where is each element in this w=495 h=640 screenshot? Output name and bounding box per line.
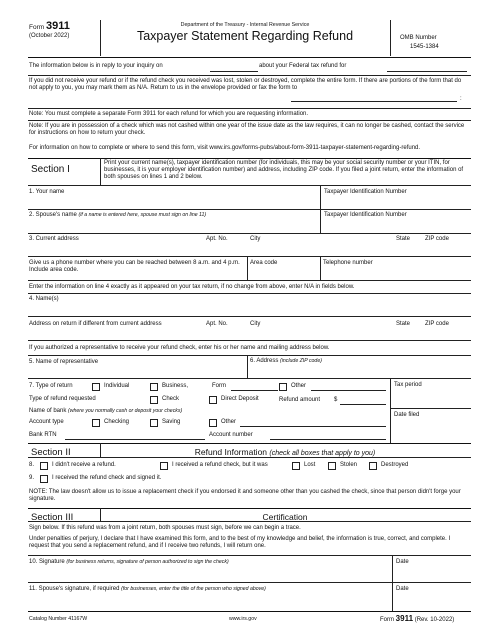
tax-year-field[interactable]	[387, 71, 467, 72]
representative-address-label	[250, 358, 322, 365]
individual-checkbox[interactable]	[92, 383, 100, 391]
reply-prefix: The information below is in reply to your inquiry on	[29, 63, 163, 69]
lost-checkbox[interactable]	[292, 462, 300, 470]
rep-address-text: 6. Address	[250, 358, 279, 364]
footer-form-label	[380, 614, 454, 624]
form-label	[29, 20, 70, 33]
stolen-label: Stolen	[340, 462, 358, 468]
zip-label-2: ZIP code	[425, 321, 449, 327]
destroyed-checkbox[interactable]	[369, 462, 377, 470]
no-refund-label: I didn't receive a refund.	[52, 462, 116, 468]
omb-number: 1545-1384	[410, 44, 439, 50]
tax-period-label: Tax period	[394, 382, 422, 388]
bank-name-text: Name of bank	[29, 408, 67, 414]
dollar-sign: $	[334, 397, 338, 403]
section-1-instructions: Print your current name(s), taxpayer identification number (for individuals, this may be your social security number or your ITIN, for businesses, it is your employer identification number) and address, including ZIP code. If you filed a joint return, enter the information of both spouses on lines 1 and 2 below.	[104, 160, 464, 181]
your-tin-label: Taxpayer Identification Number	[324, 189, 407, 195]
section-2-title: Section II	[31, 447, 71, 458]
stolen-checkbox[interactable]	[328, 462, 336, 470]
checking-checkbox[interactable]	[92, 419, 100, 427]
check-refund-label: Check	[162, 396, 180, 402]
section-3-title: Section III	[31, 512, 74, 523]
state-label: State	[396, 236, 411, 242]
account-number-field[interactable]	[270, 439, 386, 440]
footer-revision: (Rev. 10-2022)	[414, 617, 455, 623]
account-number-label: Account number	[209, 432, 253, 438]
spouse-tin-label: Taxpayer Identification Number	[324, 212, 407, 218]
form-title: Taxpayer Statement Regarding Refund	[136, 29, 354, 43]
footer-form-number: 3911	[395, 614, 414, 623]
no-refund-checkbox[interactable]	[40, 462, 48, 470]
spouse-signature-text: 11. Spouse's signature, if required	[29, 586, 120, 592]
form-word: Form	[29, 24, 45, 31]
other-return-label: Other	[291, 383, 307, 389]
bank-name-note: (where you normally cash or deposit your checks)	[68, 408, 183, 414]
bank-name-label	[29, 408, 182, 415]
spouse-signature-label	[29, 586, 266, 593]
phone-instructions: Give us a phone number where you can be reached between 8 a.m. and 4 p.m. Include area code.	[29, 260, 240, 274]
lost-label: Lost	[304, 462, 316, 468]
refund-info-text: Refund Information	[194, 447, 268, 457]
spouse-signature-note: (for businesses, enter the title of the person who signed above)	[121, 586, 266, 592]
intro-paragraph: If you did not receive your refund or if the refund check you received was lost, stolen or destroyed, complete the entire form. If there are portions of the form that do not apply to you, you may mark them as N/A. Return to us in the envelope provided or fax the form to	[29, 78, 462, 92]
form-date: (October 2022)	[29, 33, 70, 39]
business-label: Business,	[162, 383, 189, 389]
current-address-label: 3. Current address	[29, 236, 79, 242]
names-on-return-label: 4. Name(s)	[29, 296, 59, 302]
signature-note: (for business returns, signature of person authorized to sign the check)	[66, 559, 229, 565]
fax-colon: :	[460, 96, 462, 102]
refund-info-note: (check all boxes that apply to you)	[269, 450, 376, 457]
form-number: 3911	[45, 20, 70, 32]
spouse-name-note: (if a name is entered here, spouse must sign on line 11)	[78, 212, 207, 218]
checking-label: Checking	[104, 419, 130, 425]
other-account-checkbox[interactable]	[209, 419, 217, 427]
city-label: City	[250, 236, 261, 242]
type-of-return-label: 7. Type of return	[29, 383, 73, 389]
rep-address-note: (include ZIP code)	[280, 358, 322, 364]
reply-suffix: about your Federal tax refund for	[259, 63, 347, 69]
sign-below-text: Sign below. If this refund was from a joint return, both spouses must sign, before we can begin a trace.	[29, 525, 301, 531]
line-9-number: 9.	[29, 475, 35, 481]
area-code-label: Area code	[250, 260, 278, 266]
note-uncashed-check: Note: If you are in possession of a check which was not cashed within one year of the issue date as the law requires, it can no longer be cashed, contact the service for instructions on how to return your check.	[29, 123, 465, 137]
signature-text: 10. Signature	[29, 559, 65, 565]
refund-amount-label: Refund amount	[279, 397, 321, 403]
signature-label	[29, 559, 229, 566]
section-1-title: Section I	[31, 164, 70, 175]
city-label-2: City	[250, 321, 261, 327]
fax-number-field[interactable]	[291, 101, 457, 102]
inquiry-date-field[interactable]	[210, 71, 258, 72]
date-filed-label: Date filed	[394, 412, 420, 418]
replacement-note: NOTE: The law doesn't allow us to issue a replacement check if you endorsed it and someone other than you cashed the check, since that person didn't forge your signature.	[29, 489, 461, 503]
business-checkbox[interactable]	[150, 383, 158, 391]
saving-checkbox[interactable]	[150, 419, 158, 427]
direct-deposit-label: Direct Deposit	[221, 396, 259, 402]
representative-instructions: If you authorized a representative to receive your refund check, enter his or her name and mailing address below.	[29, 345, 330, 351]
representative-name-label: 5. Name of representative	[29, 359, 99, 365]
other-return-checkbox[interactable]	[279, 383, 287, 391]
refund-type-label: Type of refund requested	[29, 396, 96, 402]
info-link-text: For information on how to complete or where to send this form, visit www.irs.gov/forms-pubs/about-form-3911-taxpayer-statement-regarding-refund.	[29, 145, 421, 151]
line-8-number: 8.	[29, 462, 35, 468]
bank-rtn-field[interactable]	[65, 439, 205, 440]
irs-website: www.irs.gov	[229, 616, 257, 622]
destroyed-label: Destroyed	[381, 462, 409, 468]
bank-rtn-label: Bank RTN	[29, 432, 57, 438]
other-account-label: Other	[221, 419, 237, 425]
individual-label: Individual	[104, 383, 130, 389]
spouse-date-label: Date	[396, 586, 409, 592]
spouse-name-label	[29, 212, 206, 219]
footer-form-word: Form	[380, 617, 394, 623]
your-name-label: 1. Your name	[29, 189, 65, 195]
form-type-label: Form	[212, 383, 226, 389]
zip-label: ZIP code	[425, 236, 449, 242]
line4-instructions: Enter the information on line 4 exactly as it appeared on your tax return, if no change from above, enter N/A in fields below.	[29, 284, 355, 290]
apt-no-label: Apt. No.	[206, 236, 228, 242]
received-check-checkbox[interactable]	[160, 462, 168, 470]
other-return-field[interactable]	[311, 390, 386, 391]
account-type-label: Account type	[29, 419, 64, 425]
telephone-label: Telephone number	[323, 260, 373, 266]
signed-check-label: I received the refund check and signed it.	[52, 475, 162, 481]
return-address-label: Address on return if different from current address	[29, 321, 162, 327]
signed-check-checkbox[interactable]	[40, 475, 48, 483]
form-type-field[interactable]	[231, 390, 278, 391]
catalog-number: Catalog Number 41167W	[29, 616, 88, 622]
refund-amount-field[interactable]	[340, 404, 386, 405]
certification-heading: Certification	[262, 512, 308, 522]
note-separate-form: Note: You must complete a separate Form 3911 for each refund for which you are requesting information.	[29, 111, 309, 117]
other-account-field[interactable]	[240, 426, 386, 427]
received-check-label: I received a refund check, but it was	[172, 462, 268, 468]
check-refund-checkbox[interactable]	[150, 396, 158, 404]
apt-no-label-2: Apt. No.	[206, 321, 228, 327]
direct-deposit-checkbox[interactable]	[209, 396, 217, 404]
perjury-statement: Under penalties of perjury, I declare that I have examined this form, and to the best of my knowledge and belief, the information is true, correct, and complete. I request that you send a replacement refund, and if I receive two refunds, I will return one.	[29, 536, 451, 550]
omb-label: OMB Number	[400, 35, 437, 41]
saving-label: Saving	[162, 419, 181, 425]
signature-date-label: Date	[396, 559, 409, 565]
spouse-name-text: 2. Spouse's name	[29, 212, 77, 218]
state-label-2: State	[396, 321, 411, 327]
department-line: Department of the Treasury - Internal Revenue Service	[180, 22, 310, 28]
